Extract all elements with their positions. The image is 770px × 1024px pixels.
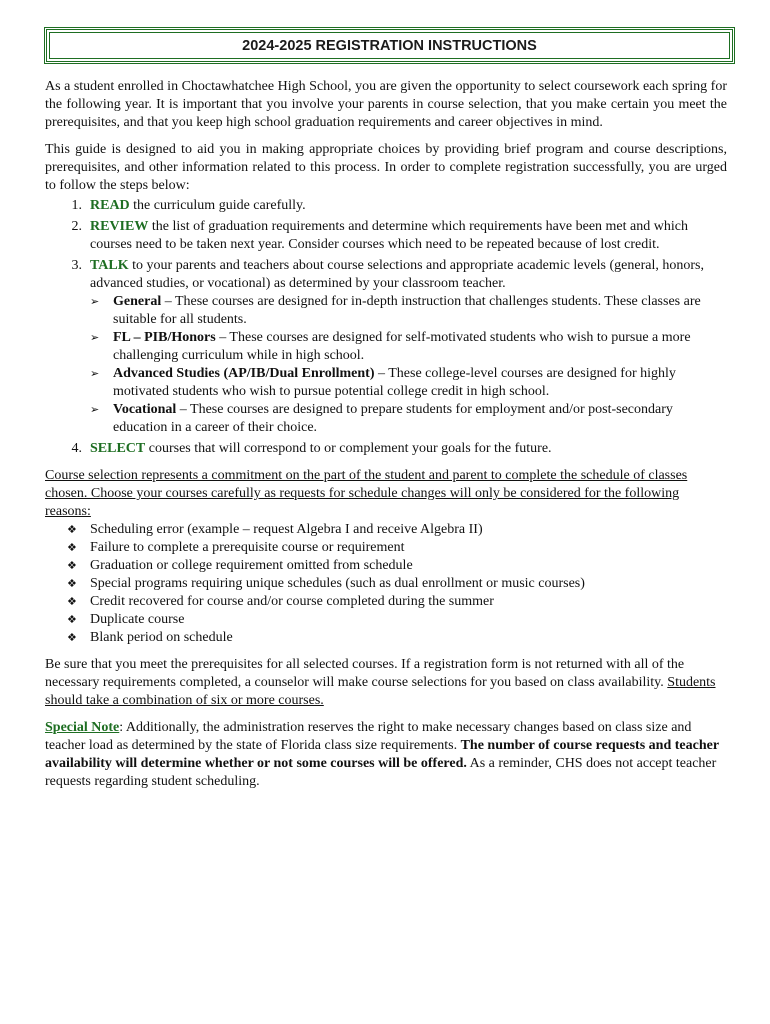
commitment-paragraph: Course selection represents a commitment on the part of the student and parent to complete the schedule of classes chosen. Choose your courses carefully as requests for schedule changes will only be considered for the following reasons:: [45, 468, 688, 519]
diamond-bullet-icon: ❖: [67, 541, 77, 554]
list-item: [67, 539, 727, 557]
step-number: 2.: [71, 219, 82, 234]
diamond-bullet-icon: ❖: [67, 595, 77, 608]
intro-paragraph: As a student enrolled in Choctawhatchee High School, you are given the opportunity to select coursework each spring for the following year. It is important that you involve your parents in course selection, that you make certain you meet the prerequisites, and that you keep high school graduation requirements and career objectives in mind.: [45, 79, 727, 130]
list-item: [90, 365, 727, 401]
level-text: – These courses are designed for in-depth instruction that challenges students. These classes are suitable for all students.: [113, 294, 701, 327]
list-item: [67, 521, 727, 539]
step-text: courses that will correspond to or complement your goals for the future.: [145, 441, 552, 456]
list-item: [67, 575, 727, 593]
arrow-bullet-icon: ➢: [90, 403, 100, 416]
level-name: General: [113, 294, 162, 309]
reason-text: Special programs requiring unique schedules (such as dual enrollment or music courses): [90, 576, 585, 591]
special-note-end: As a reminder, CHS does not accept teacher requests regarding student scheduling.: [45, 756, 717, 789]
title-banner: [44, 27, 735, 64]
diamond-bullet-icon: ❖: [67, 523, 77, 536]
diamond-bullet-icon: ❖: [67, 631, 77, 644]
step-number: 4.: [71, 441, 82, 456]
prereq-text: Be sure that you meet the prerequisites for all selected courses. If a registration form is not returned with all of the necessary requirements completed, a counselor will make course selections for you based on class availability.: [45, 657, 685, 690]
level-name: Advanced Studies (AP/IB/Dual Enrollment): [113, 366, 375, 381]
step-keyword: TALK: [90, 258, 129, 273]
reason-text: Failure to complete a prerequisite course or requirement: [90, 540, 405, 555]
list-item: [45, 197, 727, 215]
reason-text: Graduation or college requirement omitted from schedule: [90, 558, 413, 573]
reason-text: Scheduling error (example – request Algebra I and receive Algebra II): [90, 522, 483, 537]
reason-text: Blank period on schedule: [90, 630, 233, 645]
level-name: FL – PIB/Honors: [113, 330, 216, 345]
arrow-bullet-icon: ➢: [90, 331, 100, 344]
diamond-bullet-icon: ❖: [67, 613, 77, 626]
list-item: [90, 329, 727, 365]
list-item: [45, 440, 727, 458]
list-item: [45, 218, 727, 254]
list-item: [90, 293, 727, 329]
level-text: – These courses are designed for self-motivated students who wish to pursue a more challenging curriculum while in high school.: [113, 330, 691, 363]
step-keyword: SELECT: [90, 441, 146, 456]
step-number: 3.: [71, 258, 82, 273]
reason-text: Credit recovered for course and/or course completed during the summer: [90, 594, 494, 609]
step-text: the curriculum guide carefully.: [129, 198, 306, 213]
reasons-list: [67, 521, 727, 647]
list-item: [67, 629, 727, 647]
diamond-bullet-icon: ❖: [67, 559, 77, 572]
step-keyword: READ: [90, 198, 130, 213]
special-note-paragraph: [45, 719, 727, 791]
step-text: the list of graduation requirements and determine which requirements have been met and which courses need to be taken next year. Consider courses which need to be repeated because of lost credit.: [90, 219, 688, 252]
list-item: [67, 557, 727, 575]
level-name: Vocational: [113, 402, 177, 417]
special-note-bold: The number of course requests and teacher availability will determine whether or not some courses will be offered.: [45, 738, 719, 771]
level-text: – These college-level courses are designed for highly motivated students who wish to pursue potential college credit in high school.: [113, 366, 676, 399]
special-note-label: Special Note: [45, 720, 120, 735]
levels-list: [90, 293, 727, 437]
special-note-text: : Additionally, the administration reserves the right to make necessary changes based on class size and teacher load as determined by the state of Florida class size requirements.: [45, 720, 692, 753]
diamond-bullet-icon: ❖: [67, 577, 77, 590]
steps-list: [45, 197, 727, 458]
arrow-bullet-icon: ➢: [90, 295, 100, 308]
step-number: 1.: [71, 198, 82, 213]
list-item: [67, 593, 727, 611]
list-item: [45, 257, 727, 437]
page-title: 2024-2025 REGISTRATION INSTRUCTIONS: [242, 37, 537, 54]
guide-paragraph: This guide is designed to aid you in making appropriate choices by providing brief program and course descriptions, prerequisites, and other information related to this process. In order to complete registration successfully, you are urged to follow the steps below:: [45, 142, 727, 193]
list-item: [90, 401, 727, 437]
step-keyword: REVIEW: [90, 219, 149, 234]
prereq-underlined: Students should take a combination of six or more courses.: [45, 675, 716, 708]
step-text: to your parents and teachers about course selections and appropriate academic levels (general, honors, advanced studies, or vocational) as determined by your classroom teacher.: [90, 258, 704, 291]
prerequisites-paragraph: [45, 656, 727, 710]
list-item: [67, 611, 727, 629]
arrow-bullet-icon: ➢: [90, 367, 100, 380]
reason-text: Duplicate course: [90, 612, 185, 627]
level-text: – These courses are designed to prepare students for employment and/or post-secondary education in a career of their choice.: [113, 402, 673, 435]
document-body: [45, 78, 727, 800]
